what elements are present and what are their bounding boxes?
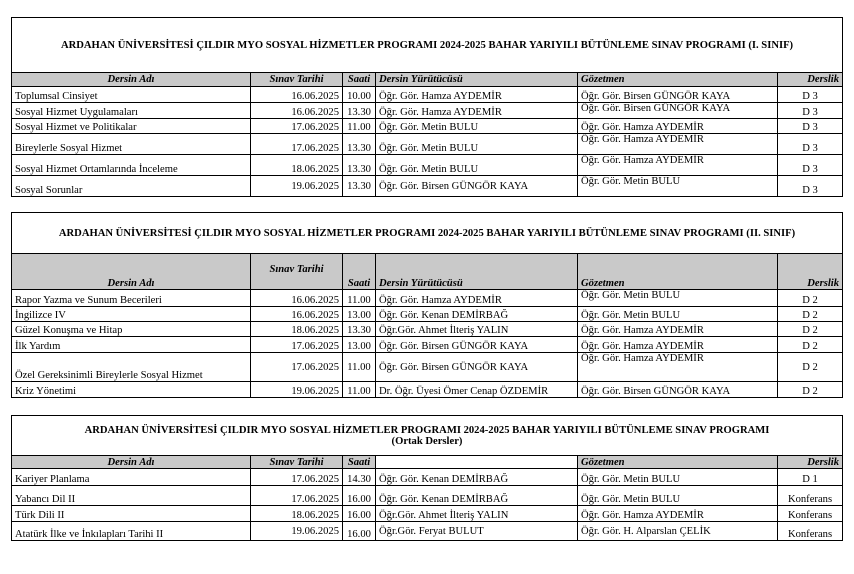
exam-date: 17.06.2025	[251, 486, 343, 506]
course-name: Güzel Konuşma ve Hitap	[12, 322, 251, 337]
instructor: Öğr.Gör. Feryat BULUT	[376, 522, 578, 541]
exam-date: 17.06.2025	[251, 119, 343, 134]
exam-date: 16.06.2025	[251, 290, 343, 307]
proctor: Öğr. Gör. Birsen GÜNGÖR KAYA	[578, 103, 778, 119]
course-name: Yabancı Dil II	[12, 486, 251, 506]
instructor: Öğr. Gör. Metin BULU	[376, 134, 578, 155]
course-name: Kriz Yönetimi	[12, 382, 251, 398]
course-name: Özel Gereksinimli Bireylerle Sosyal Hizmet	[12, 353, 251, 382]
instructor: Öğr. Gör. Kenan DEMİRBAĞ	[376, 469, 578, 486]
instructor: Öğr. Gör. Metin BULU	[376, 155, 578, 176]
course-name: Türk Dili II	[12, 506, 251, 522]
classroom: Konferans	[778, 506, 843, 522]
instructor: Öğr. Gör. Hamza AYDEMİR	[376, 290, 578, 307]
exam-time: 13.30	[343, 134, 376, 155]
course-name: Bireylerle Sosyal Hizmet	[12, 134, 251, 155]
table-row	[12, 87, 843, 103]
instructor: Öğr. Gör. Birsen GÜNGÖR KAYA	[376, 176, 578, 197]
proctor: Öğr. Gör. Hamza AYDEMİR	[578, 134, 778, 155]
table-row	[12, 469, 843, 486]
header-instructor: Dersin Yürütücüsü	[376, 254, 578, 290]
instructor: Öğr.Gör. Ahmet İlteriş YALIN	[376, 322, 578, 337]
exam-date: 19.06.2025	[251, 382, 343, 398]
course-name: Sosyal Sorunlar	[12, 176, 251, 197]
table-title: ARDAHAN ÜNİVERSİTESİ ÇILDIR MYO SOSYAL HİZMETLER PROGRAMI 2024-2025 BAHAR YARIYILI BÜTÜNLEME SINAV PROGRAMI (I. SINIF)	[12, 18, 843, 73]
header-exam-date: Sınav Tarihi	[251, 73, 343, 87]
exam-date: 17.06.2025	[251, 337, 343, 353]
header-exam-date: Sınav Tarihi	[251, 254, 343, 290]
table-row	[12, 290, 843, 307]
proctor: Öğr. Gör. Birsen GÜNGÖR KAYA	[578, 382, 778, 398]
exam-time: 11.00	[343, 119, 376, 134]
proctor: Öğr. Gör. H. Alparslan ÇELİK	[578, 522, 778, 541]
header-proctor: Gözetmen	[578, 456, 778, 469]
table-row	[12, 103, 843, 119]
course-name: Toplumsal Cinsiyet	[12, 87, 251, 103]
instructor: Öğr. Gör. Kenan DEMİRBAĞ	[376, 307, 578, 322]
exam-table-second-year	[11, 212, 842, 398]
instructor: Öğr.Gör. Ahmet İlteriş YALIN	[376, 506, 578, 522]
course-name: Sosyal Hizmet ve Politikalar	[12, 119, 251, 134]
exam-time: 13.00	[343, 337, 376, 353]
course-name: Sosyal Hizmet Uygulamaları	[12, 103, 251, 119]
exam-date: 16.06.2025	[251, 87, 343, 103]
exam-time: 13.30	[343, 322, 376, 337]
classroom: D 3	[778, 176, 843, 197]
course-name: Kariyer Planlama	[12, 469, 251, 486]
exam-table-common-courses	[11, 415, 842, 541]
exam-date: 18.06.2025	[251, 506, 343, 522]
exam-time: 16.00	[343, 522, 376, 541]
exam-time: 16.00	[343, 506, 376, 522]
table-row	[12, 307, 843, 322]
instructor: Öğr. Gör. Hamza AYDEMİR	[376, 87, 578, 103]
exam-date: 17.06.2025	[251, 134, 343, 155]
proctor: Öğr. Gör. Metin BULU	[578, 486, 778, 506]
instructor: Dr. Öğr. Üyesi Ömer Cenap ÖZDEMİR	[376, 382, 578, 398]
classroom: D 3	[778, 87, 843, 103]
header-time: Saati	[343, 456, 376, 469]
classroom: D 3	[778, 134, 843, 155]
exam-time: 13.30	[343, 103, 376, 119]
course-name: İngilizce IV	[12, 307, 251, 322]
header-course-name: Dersin Adı	[12, 73, 251, 87]
proctor: Öğr. Gör. Hamza AYDEMİR	[578, 353, 778, 382]
table-row	[12, 506, 843, 522]
exam-time: 11.00	[343, 290, 376, 307]
proctor: Öğr. Gör. Metin BULU	[578, 469, 778, 486]
table-row	[12, 353, 843, 382]
proctor: Öğr. Gör. Hamza AYDEMİR	[578, 119, 778, 134]
exam-date: 17.06.2025	[251, 353, 343, 382]
header-course-name: Dersin Adı	[12, 456, 251, 469]
header-proctor: Gözetmen	[578, 73, 778, 87]
table-row	[12, 119, 843, 134]
table-row	[12, 134, 843, 155]
course-name: Sosyal Hizmet Ortamlarında İnceleme	[12, 155, 251, 176]
exam-time: 10.00	[343, 87, 376, 103]
proctor: Öğr. Gör. Hamza AYDEMİR	[578, 322, 778, 337]
table-row	[12, 382, 843, 398]
classroom: Konferans	[778, 486, 843, 506]
exam-date: 16.06.2025	[251, 307, 343, 322]
header-time: Saati	[343, 73, 376, 87]
exam-time: 16.00	[343, 486, 376, 506]
classroom: D 2	[778, 307, 843, 322]
instructor: Öğr. Gör. Birsen GÜNGÖR KAYA	[376, 353, 578, 382]
instructor: Öğr. Gör. Kenan DEMİRBAĞ	[376, 486, 578, 506]
exam-date: 19.06.2025	[251, 176, 343, 197]
proctor: Öğr. Gör. Metin BULU	[578, 307, 778, 322]
exam-time: 13.00	[343, 307, 376, 322]
header-time: Saati	[343, 254, 376, 290]
exam-time: 11.00	[343, 382, 376, 398]
header-instructor-blank	[376, 456, 578, 469]
proctor: Öğr. Gör. Hamza AYDEMİR	[578, 506, 778, 522]
proctor: Öğr. Gör. Hamza AYDEMİR	[578, 155, 778, 176]
classroom: D 3	[778, 155, 843, 176]
exam-time: 11.00	[343, 353, 376, 382]
instructor: Öğr. Gör. Hamza AYDEMİR	[376, 103, 578, 119]
classroom: D 2	[778, 290, 843, 307]
header-course-name: Dersin Adı	[12, 254, 251, 290]
table-row	[12, 176, 843, 197]
header-classroom: Derslik	[778, 254, 843, 290]
classroom: Konferans	[778, 522, 843, 541]
exam-date: 19.06.2025	[251, 522, 343, 541]
classroom: D 3	[778, 103, 843, 119]
proctor: Öğr. Gör. Birsen GÜNGÖR KAYA	[578, 87, 778, 103]
table-row	[12, 322, 843, 337]
exam-time: 13.30	[343, 155, 376, 176]
table-title: ARDAHAN ÜNİVERSİTESİ ÇILDIR MYO SOSYAL HİZMETLER PROGRAMI 2024-2025 BAHAR YARIYILI BÜTÜNLEME SINAV PROGRAMI (II. SINIF)	[12, 213, 843, 254]
exam-date: 18.06.2025	[251, 322, 343, 337]
header-classroom: Derslik	[778, 456, 843, 469]
table-row	[12, 486, 843, 506]
classroom: D 3	[778, 119, 843, 134]
course-name: İlk Yardım	[12, 337, 251, 353]
course-name: Rapor Yazma ve Sunum Becerileri	[12, 290, 251, 307]
exam-table-first-year	[11, 17, 842, 197]
header-proctor: Gözetmen	[578, 254, 778, 290]
exam-time: 13.30	[343, 176, 376, 197]
table-row	[12, 337, 843, 353]
exam-date: 17.06.2025	[251, 469, 343, 486]
table-row	[12, 522, 843, 541]
instructor: Öğr. Gör. Birsen GÜNGÖR KAYA	[376, 337, 578, 353]
exam-date: 16.06.2025	[251, 103, 343, 119]
proctor: Öğr. Gör. Metin BULU	[578, 290, 778, 307]
exam-time: 14.30	[343, 469, 376, 486]
classroom: D 2	[778, 337, 843, 353]
proctor: Öğr. Gör. Hamza AYDEMİR	[578, 337, 778, 353]
instructor: Öğr. Gör. Metin BULU	[376, 119, 578, 134]
classroom: D 1	[778, 469, 843, 486]
table-row	[12, 155, 843, 176]
table-title: ARDAHAN ÜNİVERSİTESİ ÇILDIR MYO SOSYAL HİZMETLER PROGRAMI 2024-2025 BAHAR YARIYILI BÜTÜNLEME SINAV PROGRAMI	[84, 424, 770, 436]
header-classroom: Derslik	[778, 73, 843, 87]
table-subtitle: (Ortak Dersler)	[391, 435, 463, 447]
classroom: D 2	[778, 322, 843, 337]
proctor: Öğr. Gör. Metin BULU	[578, 176, 778, 197]
course-name: Atatürk İlke ve İnkılapları Tarihi II	[12, 522, 251, 541]
exam-date: 18.06.2025	[251, 155, 343, 176]
classroom: D 2	[778, 353, 843, 382]
header-exam-date: Sınav Tarihi	[251, 456, 343, 469]
table-title-block	[12, 416, 843, 456]
header-instructor: Dersin Yürütücüsü	[376, 73, 578, 87]
classroom: D 2	[778, 382, 843, 398]
